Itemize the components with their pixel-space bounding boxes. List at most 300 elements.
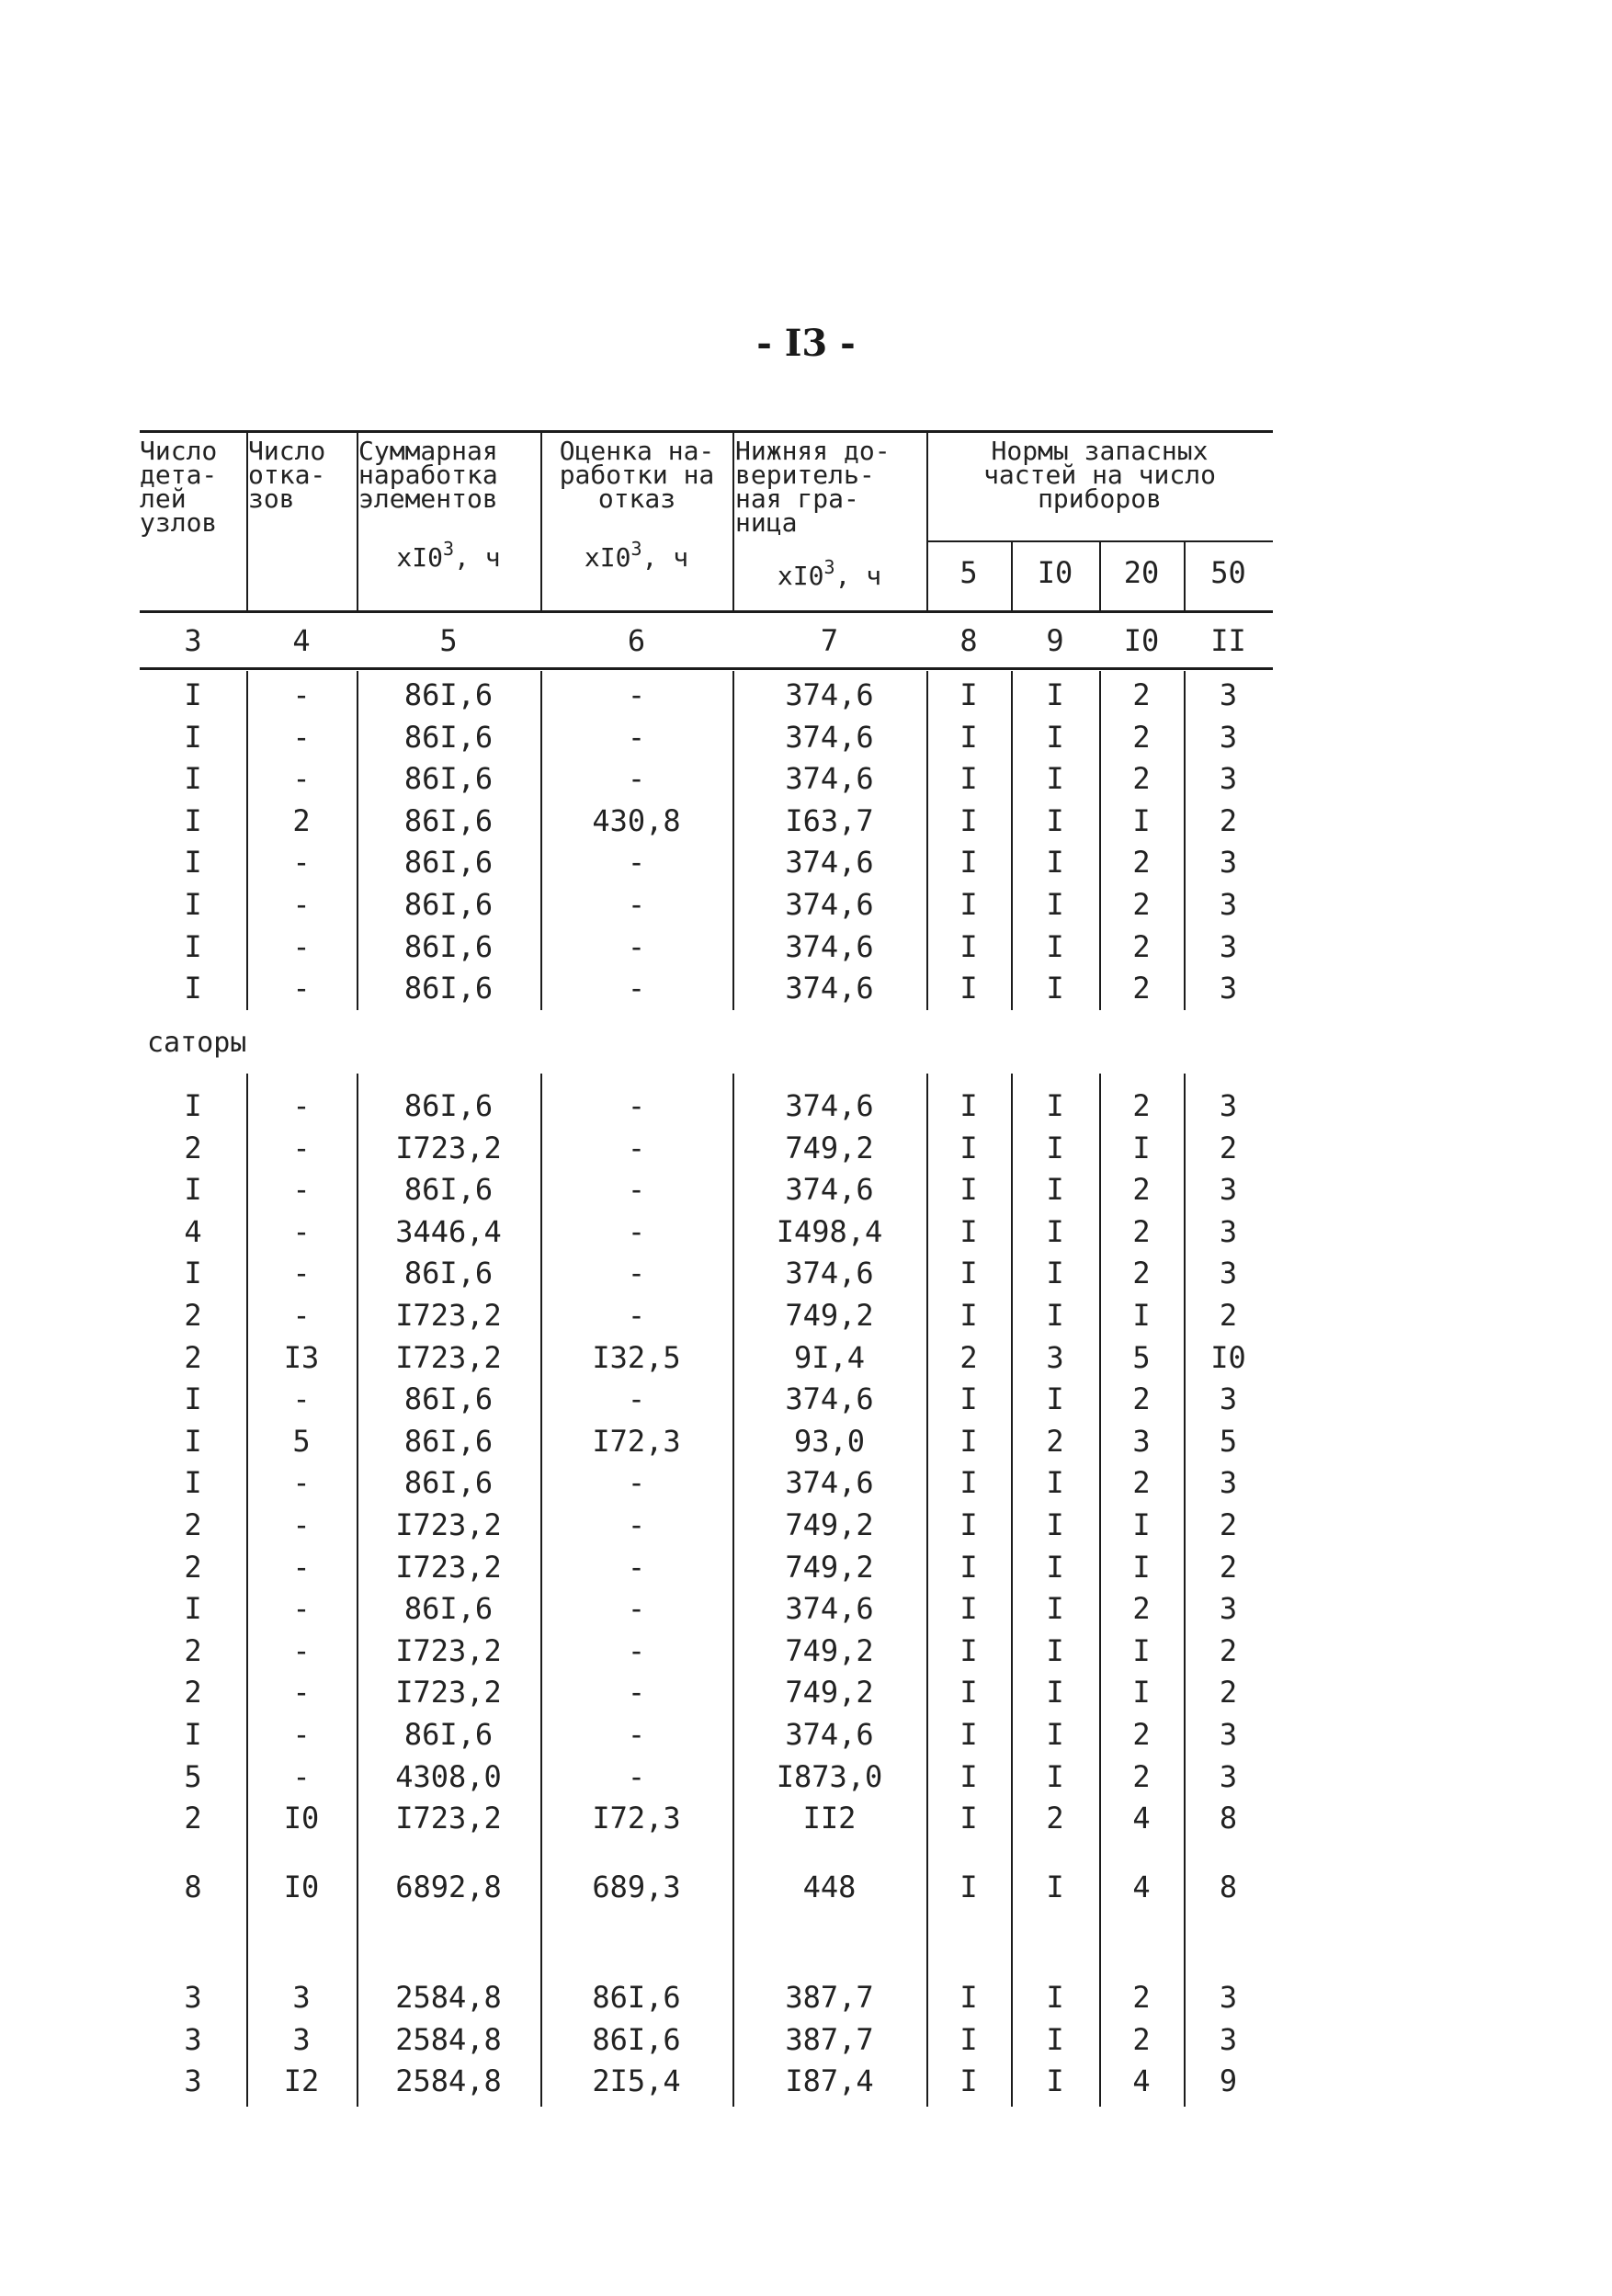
table-cell: 749,2 bbox=[785, 1675, 874, 1711]
table-cell: I bbox=[1046, 2063, 1064, 2099]
body-col-divider bbox=[540, 1074, 542, 2107]
table-cell: 2 bbox=[1219, 1298, 1238, 1333]
header-col7-line: веритель- bbox=[735, 460, 875, 490]
table-cell: I bbox=[1132, 1632, 1151, 1668]
table-cell: 374,6 bbox=[785, 1381, 874, 1417]
table-cell: I bbox=[959, 1130, 978, 1165]
column-numbers-bottom-rule bbox=[140, 667, 1273, 670]
table-cell: 9 bbox=[1219, 2063, 1238, 2099]
table-cell: 3 bbox=[1219, 677, 1238, 712]
table-cell: 2 bbox=[1132, 1465, 1151, 1501]
table-cell: 749,2 bbox=[785, 1549, 874, 1585]
table-cell: - bbox=[292, 1381, 311, 1417]
header-col6-unit-suffix: , ч bbox=[641, 542, 689, 573]
table-cell: 3 bbox=[1219, 971, 1238, 1006]
table-cell: 86I,6 bbox=[592, 1980, 681, 2016]
table-cell: I bbox=[959, 1591, 978, 1627]
table-cell: - bbox=[627, 1632, 646, 1668]
header-col7-unit bbox=[732, 556, 926, 591]
table-cell: - bbox=[627, 1465, 646, 1501]
norms-subcol-header: 50 bbox=[1210, 555, 1246, 590]
header-col5-line: Суммарная bbox=[358, 436, 498, 466]
table-cell: I bbox=[959, 1298, 978, 1333]
table-cell: 2 bbox=[1219, 1675, 1238, 1711]
table-cell: 86I,6 bbox=[403, 971, 494, 1006]
table-cell: 2584,8 bbox=[395, 2063, 502, 2099]
table-cell: I bbox=[1046, 1632, 1064, 1668]
table-cell: 749,2 bbox=[785, 1507, 874, 1542]
table-cell: - bbox=[292, 1549, 311, 1585]
norms-subcol-header: 20 bbox=[1123, 555, 1160, 590]
table-cell: I bbox=[959, 677, 978, 712]
table-cell: 374,6 bbox=[785, 887, 874, 922]
table-cell: I bbox=[1046, 677, 1064, 712]
column-number: 9 bbox=[1046, 623, 1064, 658]
table-cell: 2 bbox=[1046, 1801, 1064, 1836]
table-cell: 2 bbox=[184, 1339, 202, 1375]
table-cell: I bbox=[959, 887, 978, 922]
table-cell: 2I5,4 bbox=[592, 2063, 681, 2099]
table-cell: I873,0 bbox=[776, 1758, 883, 1794]
body-col-divider bbox=[1011, 671, 1013, 1010]
table-cell: 3 bbox=[1219, 928, 1238, 964]
page-number: - I3 - bbox=[756, 322, 856, 365]
table-cell: I bbox=[184, 971, 202, 1006]
table-cell: 3 bbox=[1219, 761, 1238, 797]
table-cell: I723,2 bbox=[395, 1130, 502, 1165]
table-cell: - bbox=[627, 845, 646, 881]
table-cell: 387,7 bbox=[785, 2021, 874, 2057]
header-col6-unit-exp: 3 bbox=[630, 538, 642, 560]
table-cell: - bbox=[292, 1088, 311, 1123]
table-cell: 3 bbox=[1219, 2021, 1238, 2057]
table-cell: I723,2 bbox=[395, 1632, 502, 1668]
table-cell: I bbox=[1046, 1465, 1064, 1501]
table-cell: I0 bbox=[1210, 1339, 1246, 1375]
table-cell: - bbox=[292, 928, 311, 964]
table-cell: I bbox=[184, 1381, 202, 1417]
column-number: 6 bbox=[627, 623, 646, 658]
table-cell: I bbox=[184, 1423, 202, 1459]
table-cell: 3 bbox=[184, 2063, 202, 2099]
table-cell: 86I,6 bbox=[403, 1381, 494, 1417]
table-cell: I bbox=[184, 802, 202, 838]
table-cell: - bbox=[292, 677, 311, 712]
body-col-divider bbox=[246, 671, 248, 1010]
table-cell: I0 bbox=[283, 1801, 320, 1836]
table-cell: 86I,6 bbox=[403, 1256, 494, 1291]
table-cell: 374,6 bbox=[785, 761, 874, 797]
table-cell: 3 bbox=[1219, 1465, 1238, 1501]
table-cell: I bbox=[1046, 1980, 1064, 2016]
table-cell: - bbox=[627, 1758, 646, 1794]
table-cell: 4 bbox=[184, 1213, 202, 1249]
table-cell: I bbox=[959, 1675, 978, 1711]
table-cell: I bbox=[184, 1465, 202, 1501]
table-cell: I bbox=[184, 887, 202, 922]
table-cell: 374,6 bbox=[785, 1465, 874, 1501]
table-cell: - bbox=[627, 719, 646, 755]
table-cell: I bbox=[959, 719, 978, 755]
table-cell: 2 bbox=[1132, 1213, 1151, 1249]
table-cell: I bbox=[1046, 1381, 1064, 1417]
table-cell: - bbox=[292, 1298, 311, 1333]
header-col7-line: ница bbox=[735, 507, 798, 538]
table-cell: I bbox=[1046, 1298, 1064, 1333]
table-cell: - bbox=[627, 1213, 646, 1249]
header-col6-line: отказ bbox=[597, 483, 676, 514]
table-cell: - bbox=[292, 1213, 311, 1249]
header-col4-line: Число bbox=[248, 436, 326, 466]
header-col7-unit-exp: 3 bbox=[823, 556, 835, 578]
column-number: 8 bbox=[959, 623, 978, 658]
table-cell: - bbox=[292, 887, 311, 922]
table-cell: - bbox=[292, 845, 311, 881]
table-cell: 4 bbox=[1132, 1870, 1151, 1905]
table-cell: I bbox=[959, 1980, 978, 2016]
header-col5-unit-base: xI0 bbox=[396, 542, 443, 573]
table-cell: I723,2 bbox=[395, 1298, 502, 1333]
header-col7-line: ная гра- bbox=[735, 483, 859, 514]
table-cell: 3 bbox=[1219, 887, 1238, 922]
table-cell: I bbox=[184, 1088, 202, 1123]
table-cell: - bbox=[292, 1758, 311, 1794]
table-cell: 86I,6 bbox=[403, 1172, 494, 1208]
table-cell: 2 bbox=[1132, 971, 1151, 1006]
table-cell: 749,2 bbox=[785, 1298, 874, 1333]
table-cell: 2 bbox=[1219, 1507, 1238, 1542]
table-cell: I bbox=[184, 845, 202, 881]
table-cell: 2 bbox=[184, 1298, 202, 1333]
table-cell: 86I,6 bbox=[403, 1423, 494, 1459]
body-col-divider bbox=[540, 671, 542, 1010]
table-cell: I bbox=[184, 761, 202, 797]
column-number: 4 bbox=[292, 623, 311, 658]
table-cell: 374,6 bbox=[785, 677, 874, 712]
table-cell: I bbox=[1046, 1130, 1064, 1165]
table-cell: I bbox=[959, 1549, 978, 1585]
table-cell: - bbox=[627, 1088, 646, 1123]
table-cell: I723,2 bbox=[395, 1675, 502, 1711]
table-cell: 689,3 bbox=[592, 1870, 681, 1905]
table-cell: 2 bbox=[292, 802, 311, 838]
table-cell: 2 bbox=[1132, 2021, 1151, 2057]
table-cell: 3446,4 bbox=[395, 1213, 502, 1249]
table-cell: 2 bbox=[184, 1507, 202, 1542]
table-cell: I87,4 bbox=[785, 2063, 874, 2099]
table-cell: 3 bbox=[1219, 1758, 1238, 1794]
table-cell: 3 bbox=[1219, 1717, 1238, 1752]
table-cell: 2 bbox=[1132, 845, 1151, 881]
header-col3-line: лей bbox=[140, 483, 187, 514]
header-norms-line: Нормы запасных bbox=[991, 436, 1209, 466]
table-cell: 2 bbox=[1132, 887, 1151, 922]
table-cell: 749,2 bbox=[785, 1632, 874, 1668]
table-cell: 2 bbox=[1132, 677, 1151, 712]
table-cell: 374,6 bbox=[785, 928, 874, 964]
table-cell: I bbox=[1046, 845, 1064, 881]
table-cell: - bbox=[627, 1591, 646, 1627]
table-cell: 3 bbox=[1219, 1172, 1238, 1208]
header-col7-unit-suffix: , ч bbox=[834, 561, 882, 591]
table-cell: - bbox=[292, 1465, 311, 1501]
table-cell: 6892,8 bbox=[395, 1870, 502, 1905]
header-col6-line: работки на bbox=[559, 460, 715, 490]
body-col-divider bbox=[1011, 1074, 1013, 2107]
table-cell: 2 bbox=[1219, 802, 1238, 838]
table-cell: - bbox=[627, 1507, 646, 1542]
table-cell: I bbox=[959, 2021, 978, 2057]
table-cell: - bbox=[627, 1298, 646, 1333]
table-cell: - bbox=[627, 1172, 646, 1208]
table-cell: I723,2 bbox=[395, 1339, 502, 1375]
table-cell: I bbox=[184, 1591, 202, 1627]
table-cell: 8 bbox=[1219, 1870, 1238, 1905]
table-cell: I bbox=[1046, 1507, 1064, 1542]
table-cell: I2 bbox=[283, 2063, 320, 2099]
table-cell: 86I,6 bbox=[592, 2021, 681, 2057]
table-cell: 5 bbox=[292, 1423, 311, 1459]
table-cell: 448 bbox=[802, 1870, 857, 1905]
table-cell: - bbox=[627, 887, 646, 922]
table-cell: 3 bbox=[1219, 1213, 1238, 1249]
table-cell: 3 bbox=[1219, 1980, 1238, 2016]
table-cell: I bbox=[1046, 761, 1064, 797]
table-cell: I bbox=[1046, 1088, 1064, 1123]
table-cell: 2 bbox=[1046, 1423, 1064, 1459]
table-cell: 2 bbox=[1219, 1632, 1238, 1668]
table-cell: I bbox=[1046, 1717, 1064, 1752]
body-col-divider bbox=[732, 1074, 734, 2107]
header-norms-line: приборов bbox=[1038, 483, 1162, 514]
table-cell: - bbox=[292, 1632, 311, 1668]
table-cell: 2 bbox=[959, 1339, 978, 1375]
table-cell: I bbox=[1132, 1549, 1151, 1585]
table-cell: I bbox=[959, 1717, 978, 1752]
header-col5-unit-suffix: , ч bbox=[454, 542, 501, 573]
header-col3-line: Число bbox=[140, 436, 218, 466]
table-cell: 86I,6 bbox=[403, 761, 494, 797]
table-cell: I bbox=[1132, 802, 1151, 838]
table-cell: 3 bbox=[1219, 845, 1238, 881]
table-cell: I bbox=[959, 1758, 978, 1794]
table-cell: I0 bbox=[283, 1870, 320, 1905]
table-cell: I bbox=[1046, 1870, 1064, 1905]
body-col-divider bbox=[1184, 1074, 1186, 2107]
header-col5-line: элементов bbox=[358, 483, 498, 514]
table-cell: - bbox=[627, 1675, 646, 1711]
table-cell: I bbox=[1132, 1675, 1151, 1711]
table-cell: II2 bbox=[802, 1801, 857, 1836]
table-cell: 387,7 bbox=[785, 1980, 874, 2016]
table-cell: 3 bbox=[1132, 1423, 1151, 1459]
table-cell: 430,8 bbox=[592, 802, 681, 838]
table-cell: I bbox=[1046, 802, 1064, 838]
table-cell: 374,6 bbox=[785, 1172, 874, 1208]
table-cell: - bbox=[292, 1675, 311, 1711]
table-cell: 2 bbox=[184, 1632, 202, 1668]
table-cell: 3 bbox=[184, 2021, 202, 2057]
table-cell: I72,3 bbox=[592, 1423, 681, 1459]
body-col-divider bbox=[357, 1074, 358, 2107]
table-cell: I bbox=[1046, 1172, 1064, 1208]
table-cell: I bbox=[1046, 928, 1064, 964]
table-cell: 9I,4 bbox=[793, 1339, 866, 1375]
table-cell: I bbox=[959, 1213, 978, 1249]
table-cell: I3 bbox=[283, 1339, 320, 1375]
table-cell: 3 bbox=[1219, 1088, 1238, 1123]
table-cell: 5 bbox=[1132, 1339, 1151, 1375]
table-cell: 2 bbox=[184, 1801, 202, 1836]
table-cell: I bbox=[959, 845, 978, 881]
table-cell: I bbox=[1046, 719, 1064, 755]
header-col5-unit-exp: 3 bbox=[442, 538, 455, 560]
table-cell: I bbox=[1132, 1507, 1151, 1542]
column-number: 7 bbox=[820, 623, 839, 658]
body-col-divider bbox=[926, 671, 928, 1010]
table-cell: I bbox=[959, 1423, 978, 1459]
table-cell: 93,0 bbox=[793, 1423, 866, 1459]
table-cell: - bbox=[292, 719, 311, 755]
table-cell: 374,6 bbox=[785, 1591, 874, 1627]
table-cell: 2 bbox=[1132, 761, 1151, 797]
table-cell: 86I,6 bbox=[403, 677, 494, 712]
table-cell: 2 bbox=[1132, 1758, 1151, 1794]
table-cell: 5 bbox=[1219, 1423, 1238, 1459]
table-cell: 2 bbox=[1132, 719, 1151, 755]
table-cell: 5 bbox=[184, 1758, 202, 1794]
header-col6-unit bbox=[540, 538, 732, 573]
table-cell: I32,5 bbox=[592, 1339, 681, 1375]
table-cell: 749,2 bbox=[785, 1130, 874, 1165]
table-cell: I bbox=[1046, 1256, 1064, 1291]
body-col-divider bbox=[1099, 1074, 1101, 2107]
table-cell: I bbox=[184, 719, 202, 755]
table-cell: I bbox=[184, 1172, 202, 1208]
table-cell: I bbox=[1132, 1130, 1151, 1165]
header-col5-unit bbox=[357, 538, 540, 573]
table-cell: - bbox=[292, 761, 311, 797]
table-cell: 2 bbox=[1219, 1130, 1238, 1165]
table-cell: I bbox=[959, 1632, 978, 1668]
header-col6-unit-base: xI0 bbox=[584, 542, 631, 573]
table-cell: I bbox=[959, 1507, 978, 1542]
body-col-divider bbox=[732, 671, 734, 1010]
table-cell: I bbox=[959, 1381, 978, 1417]
table-cell: I bbox=[1046, 1549, 1064, 1585]
header-col6-line: Оценка на- bbox=[559, 436, 715, 466]
table-cell: 3 bbox=[292, 1980, 311, 2016]
table-cell: I bbox=[959, 1088, 978, 1123]
table-cell: 86I,6 bbox=[403, 845, 494, 881]
table-cell: 2 bbox=[1132, 1591, 1151, 1627]
table-cell: 3 bbox=[1219, 1256, 1238, 1291]
table-cell: 2 bbox=[1132, 1980, 1151, 2016]
table-cell: 2584,8 bbox=[395, 1980, 502, 2016]
table-cell: I bbox=[1046, 1675, 1064, 1711]
table-cell: I bbox=[959, 971, 978, 1006]
table-cell: 86I,6 bbox=[403, 719, 494, 755]
table-cell: 374,6 bbox=[785, 1717, 874, 1752]
table-cell: I bbox=[959, 1465, 978, 1501]
table-cell: I723,2 bbox=[395, 1549, 502, 1585]
table-cell: 2 bbox=[184, 1675, 202, 1711]
table-cell: 4 bbox=[1132, 1801, 1151, 1836]
table-cell: I bbox=[959, 2063, 978, 2099]
table-cell: I bbox=[1046, 2021, 1064, 2057]
table-cell: I bbox=[959, 761, 978, 797]
table-cell: - bbox=[627, 677, 646, 712]
table-cell: - bbox=[627, 761, 646, 797]
table-cell: I bbox=[959, 1256, 978, 1291]
table-cell: I bbox=[959, 1172, 978, 1208]
table-cell: - bbox=[292, 1717, 311, 1752]
table-cell: I bbox=[1046, 971, 1064, 1006]
table-cell: 4308,0 bbox=[395, 1758, 502, 1794]
table-cell: 86I,6 bbox=[403, 1088, 494, 1123]
table-cell: 2 bbox=[184, 1130, 202, 1165]
table-cell: 86I,6 bbox=[403, 802, 494, 838]
header-col5-line: наработка bbox=[358, 460, 498, 490]
table-cell: 3 bbox=[1219, 719, 1238, 755]
body-col-divider bbox=[246, 1074, 248, 2107]
table-cell: I bbox=[184, 1256, 202, 1291]
table-cell: I bbox=[959, 1870, 978, 1905]
table-cell: 2 bbox=[1132, 1717, 1151, 1752]
table-cell: 3 bbox=[1046, 1339, 1064, 1375]
table-cell: I bbox=[184, 1717, 202, 1752]
table-cell: - bbox=[292, 971, 311, 1006]
body-col-divider bbox=[1099, 671, 1101, 1010]
column-number: II bbox=[1210, 623, 1246, 658]
table-cell: 86I,6 bbox=[403, 1591, 494, 1627]
table-cell: I bbox=[1046, 887, 1064, 922]
body-col-divider bbox=[357, 671, 358, 1010]
table-cell: 2584,8 bbox=[395, 2021, 502, 2057]
table-cell: 2 bbox=[1132, 1256, 1151, 1291]
table-cell: - bbox=[627, 1130, 646, 1165]
table-cell: 8 bbox=[184, 1870, 202, 1905]
table-cell: I723,2 bbox=[395, 1507, 502, 1542]
table-cell: I72,3 bbox=[592, 1801, 681, 1836]
table-cell: 374,6 bbox=[785, 1256, 874, 1291]
column-number: I0 bbox=[1123, 623, 1160, 658]
table-cell: 374,6 bbox=[785, 971, 874, 1006]
table-cell: 86I,6 bbox=[403, 1717, 494, 1752]
table-cell: I bbox=[959, 928, 978, 964]
table-cell: - bbox=[627, 1381, 646, 1417]
table-cell: 3 bbox=[292, 2021, 311, 2057]
table-cell: 374,6 bbox=[785, 719, 874, 755]
table-cell: - bbox=[292, 1172, 311, 1208]
header-col7-line: Нижняя до- bbox=[735, 436, 891, 466]
table-cell: 374,6 bbox=[785, 845, 874, 881]
table-cell: - bbox=[292, 1507, 311, 1542]
table-cell: 2 bbox=[1132, 1381, 1151, 1417]
column-number: 5 bbox=[439, 623, 458, 658]
table-cell: 3 bbox=[184, 1980, 202, 2016]
table-cell: I bbox=[1132, 1298, 1151, 1333]
table-cell: 374,6 bbox=[785, 1088, 874, 1123]
header-col4-line: зов bbox=[248, 483, 295, 514]
table-cell: I bbox=[1046, 1213, 1064, 1249]
header-col3-line: узлов bbox=[140, 507, 218, 538]
table-cell: 86I,6 bbox=[403, 928, 494, 964]
norms-subcol-header: 5 bbox=[959, 555, 978, 590]
header-col7-unit-base: xI0 bbox=[777, 561, 824, 591]
table-cell: - bbox=[627, 928, 646, 964]
table-cell: I bbox=[1046, 1758, 1064, 1794]
